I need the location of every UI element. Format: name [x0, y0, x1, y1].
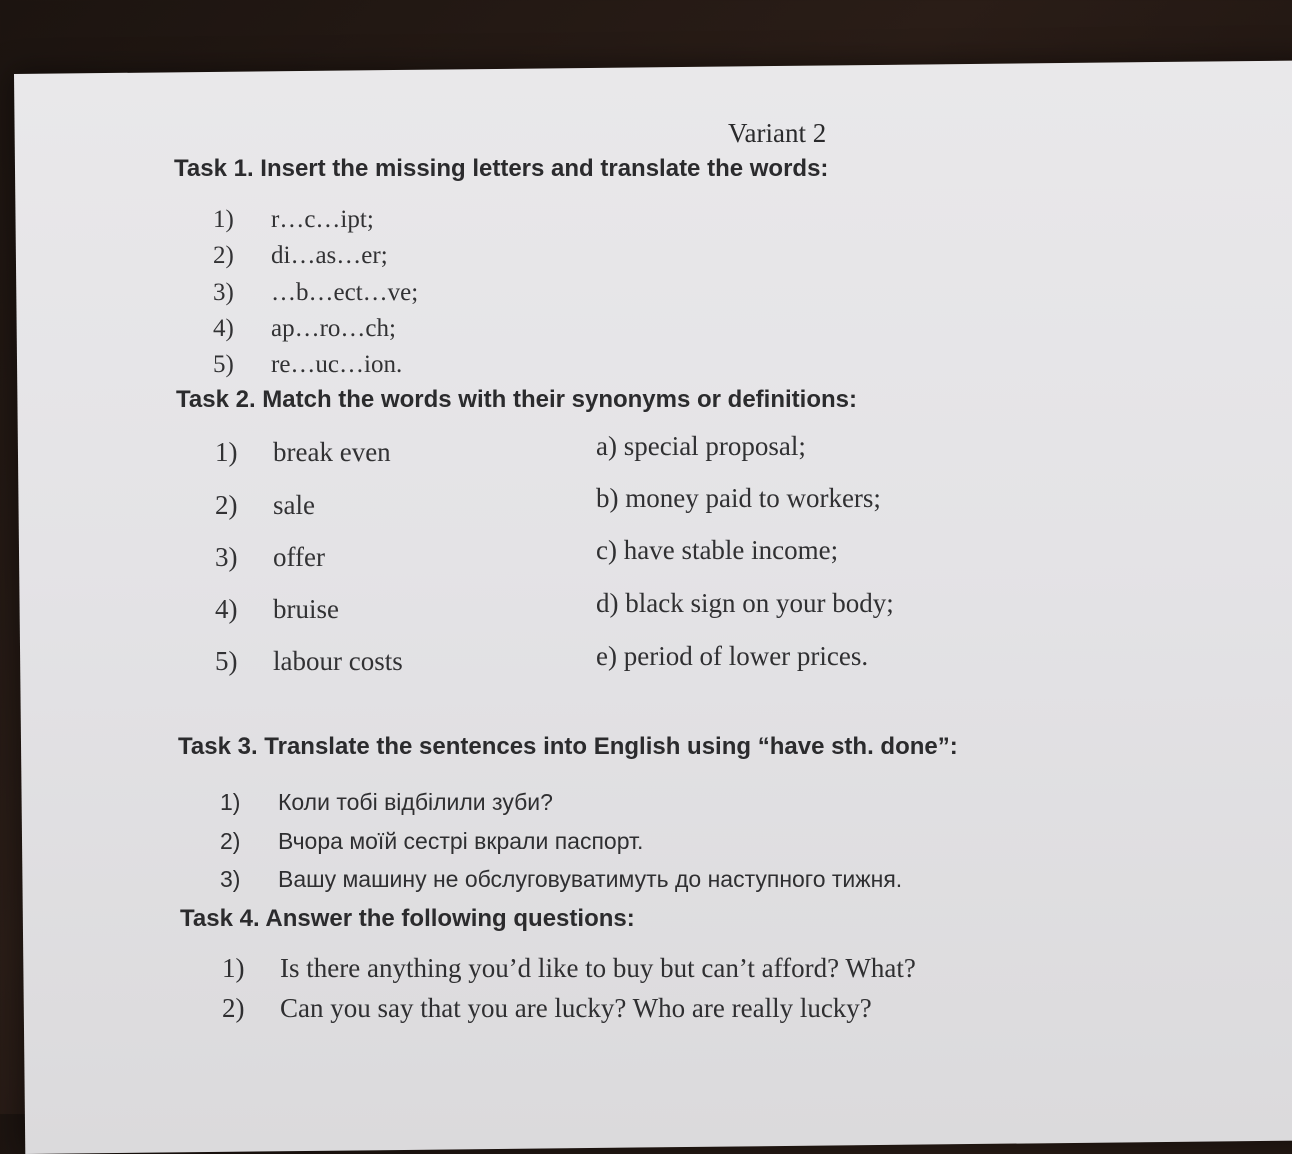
item-number: 1) — [220, 789, 241, 815]
task3-item — [220, 789, 553, 816]
item-number: 5) — [213, 351, 234, 378]
item-text: offer — [273, 542, 325, 572]
item-text: ap…ro…ch; — [271, 315, 396, 342]
item-number: 3) — [213, 279, 234, 306]
item-number: 2) — [220, 828, 241, 854]
task2-word — [215, 542, 325, 573]
item-text: labour costs — [273, 646, 403, 676]
item-text: bruise — [273, 594, 339, 624]
task4-heading: Task 4. Answer the following questions: — [180, 905, 635, 932]
item-number: 1) — [222, 953, 245, 983]
task3-item — [220, 828, 643, 855]
item-text: Коли тобі відбілили зуби? — [278, 789, 553, 815]
task4-item — [222, 993, 872, 1024]
item-text: Вчора моїй сестрі вкрали паспорт. — [278, 828, 644, 854]
task1-item — [213, 242, 388, 270]
task2-definition: b) money paid to workers; — [596, 483, 881, 513]
item-number: 2) — [213, 242, 234, 269]
item-text: r…c…ipt; — [271, 206, 374, 233]
item-text: …b…ect…ve; — [271, 279, 419, 306]
item-text: Вашу машину не обслуговуватимуть до наступного тижня. — [278, 866, 903, 892]
variant-title: Variant 2 — [728, 118, 827, 148]
task2-definition: d) black sign on your body; — [596, 588, 894, 618]
task4-item — [222, 953, 916, 984]
item-text: re…uc…ion. — [271, 351, 403, 378]
task1-item — [213, 279, 418, 307]
item-number: 5) — [215, 646, 238, 676]
item-text: Can you say that you are lucky? Who are really lucky? — [280, 993, 872, 1023]
task3-item — [220, 866, 902, 893]
item-number: 2) — [222, 993, 245, 1023]
item-number: 3) — [220, 866, 241, 892]
item-text: Is there anything you’d like to buy but can’t afford? What? — [280, 953, 916, 983]
task2-definition: a) special proposal; — [596, 431, 806, 461]
task1-item — [213, 206, 374, 234]
item-number: 3) — [215, 542, 238, 572]
task2-word — [215, 490, 315, 521]
item-text: di…as…er; — [271, 242, 388, 269]
item-number: 4) — [215, 594, 238, 624]
item-text: break even — [273, 437, 391, 467]
task1-item — [213, 351, 402, 379]
task2-word — [215, 646, 403, 677]
task2-word — [215, 594, 339, 625]
item-text: sale — [273, 490, 315, 520]
task2-definition: e) period of lower prices. — [596, 641, 869, 671]
item-number: 1) — [215, 437, 238, 467]
item-number: 1) — [213, 206, 234, 233]
task2-definition: c) have stable income; — [596, 535, 839, 565]
task1-heading: Task 1. Insert the missing letters and translate the words: — [174, 155, 829, 182]
task1-item — [213, 315, 396, 343]
task3-heading: Task 3. Translate the sentences into English using “have sth. done”: — [178, 733, 958, 760]
item-number: 2) — [215, 490, 238, 520]
task2-heading: Task 2. Match the words with their synonyms or definitions: — [176, 386, 857, 413]
item-number: 4) — [213, 315, 234, 342]
task2-word — [215, 437, 391, 468]
